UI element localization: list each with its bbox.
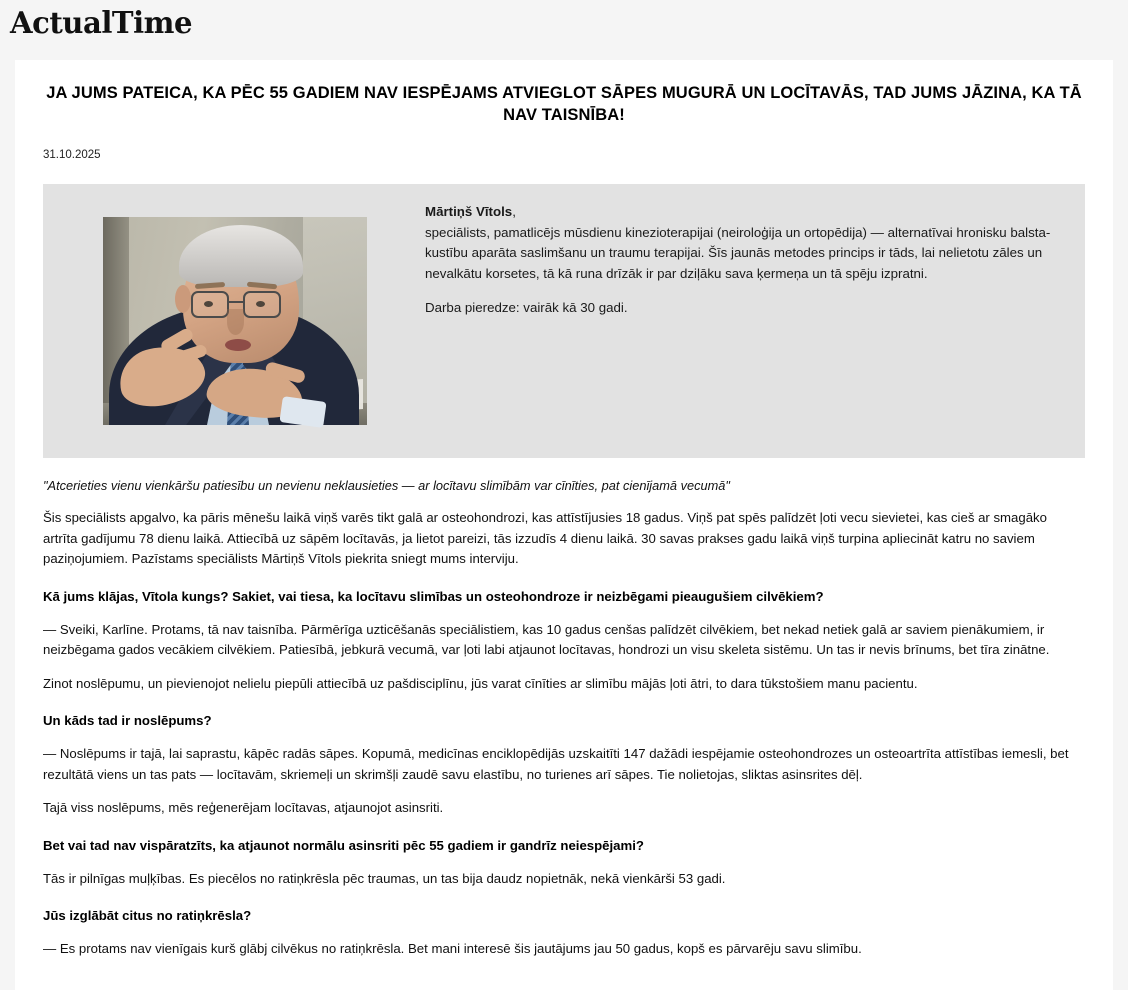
article-body	[15, 476, 1113, 990]
body-paragraph: Zinot noslēpumu, un pievienojot nelielu piepūli attiecībā uz pašdisciplīnu, jūs varat cīnīties ar slimību mājās ļoti ātri, to dara tūkstošiem manu pacientu.	[43, 675, 918, 691]
portrait-nose	[227, 309, 244, 335]
portrait-glasses-bridge	[229, 301, 243, 303]
question-heading: Bet vai tad nav vispāratzīts, ka atjaunot normālu asinsriti pēc 55 gadiem ir gandrīz neiespējami?	[43, 837, 644, 853]
body-paragraph: — Es protams nav vienīgais kurš glābj cilvēkus no ratiņkrēsla. Bet mani interesē šis jautājums jau 50 gadus, kopš es pārvarēju savu slimību.	[43, 941, 862, 956]
body-paragraph: Tajā viss noslēpums, mēs reģenerējam locītavas, atjaunojot asinsriti.	[43, 800, 444, 815]
article-date: 31.10.2025	[43, 149, 101, 161]
author-experience: Darba pieredze: vairāk kā 30 gadi.	[425, 300, 628, 315]
portrait-glasses-right-lens	[243, 291, 281, 318]
author-name: Mārtiņš Vītols	[425, 204, 513, 219]
question-heading: Un kāds tad ir noslēpums?	[43, 713, 212, 728]
question-heading: Jūs izglābāt citus no ratiņkrēsla?	[43, 908, 252, 923]
body-paragraph: Tās ir pilnīgas muļķības. Es piecēlos no ratiņkrēsla pēc traumas, un tas bija daudz nopietnāk, nekā vienkārši 53 gadi.	[43, 870, 726, 886]
article-sheet	[15, 60, 1113, 990]
question-heading: Kā jums klājas, Vītola kungs? Sakiet, vai tiesa, ka locītavu slimības un osteohondroze ir neizbēgami pieaugušiem cilvēkiem?	[43, 588, 824, 604]
author-bio-text: speciālists, pamatlicējs mūsdienu kinezioterapijai (neiroloģija un ortopēdija) — alternatīvai hronisku balsta-kustību aparāta saslimšanu un traumu terapijai. Šīs jaunās metodes princips ir tāds, lai nelietotu zāles un nevalkātu korsetes, tā kā runa drīzāk ir par dziļāku sava ķermeņa un tā spēju izpratni.	[425, 224, 1051, 281]
body-paragraph: — Sveiki, Karlīne. Protams, tā nav taisnība. Pārmērīga uzticēšanās speciālistiem, kas 10 gadus cenšas palīdzēt cilvēkiem, bet nekad netiek galā ar saviem pienākumiem, ir neizbēgama gados vecākiem cilvēkiem. Patiesībā, jebkurā vecumā, var ļoti labi atjaunot locītavas, hondrozi un visu skeleta sistēmu. Un tas ir nevis brīnums, bet tīra zinātne.	[43, 621, 1050, 657]
site-logo[interactable]: ActualTime	[10, 6, 192, 41]
author-name-suffix: ,	[512, 204, 516, 219]
site-masthead	[0, 0, 1128, 60]
pull-quote: "Atcerieties vienu vienkāršu patiesību un nevienu neklausieties — ar locītavu slimībām var cīnīties, pat cienījamā vecumā"	[43, 478, 730, 493]
portrait-ear	[175, 285, 191, 313]
body-paragraph: — Noslēpums ir tajā, lai saprastu, kāpēc radās sāpes. Kopumā, medicīnas enciklopēdijās uzskaitīti 147 dažādi iespējamie osteohondrozes un osteoartrīta attīstības iemesli, bet rezultātā viens un tas pats — locītavām, skriemeļi un skrimšļi zaudē savu elastību, no turienes arī sāpes. Tie nolietojas, sliktas asinsrites dēļ.	[43, 746, 1069, 782]
author-card	[43, 184, 1085, 458]
author-bio-block	[425, 201, 1065, 319]
portrait-mouth	[225, 339, 251, 351]
body-paragraph: Šis speciālists apgalvo, ka pāris mēnešu laikā viņš varēs tikt galā ar osteohondrozi, kas attīstījusies 18 gadus. Viņš pat spēs palīdzēt ļoti vecu sievietei, kas cieš ar smagāko artrīta gadījumu 78 dienu laikā. Attiecībā uz sāpēm locītavās, ja lietot pareizi, tās izzudīs 4 dienu laikā. 30 savas prakses gadu laikā viņš turpina apliecināt katru no saviem paziņojumiem. Pazīstams speciālists Mārtiņš Vītols piekrita sniegt mums interviju.	[43, 510, 1047, 566]
author-portrait	[103, 217, 367, 425]
portrait-glasses-left-lens	[191, 291, 229, 318]
article-headline: JA JUMS PATEICA, KA PĒC 55 GADIEM NAV IESPĒJAMS ATVIEGLOT SĀPES MUGURĀ UN LOCĪTAVĀS, TAD JUMS JĀZINA, KA TĀ NAV TAISNĪBA!	[46, 84, 1082, 124]
body-blocks	[43, 508, 1085, 960]
author-bio-paragraph	[425, 202, 1065, 284]
